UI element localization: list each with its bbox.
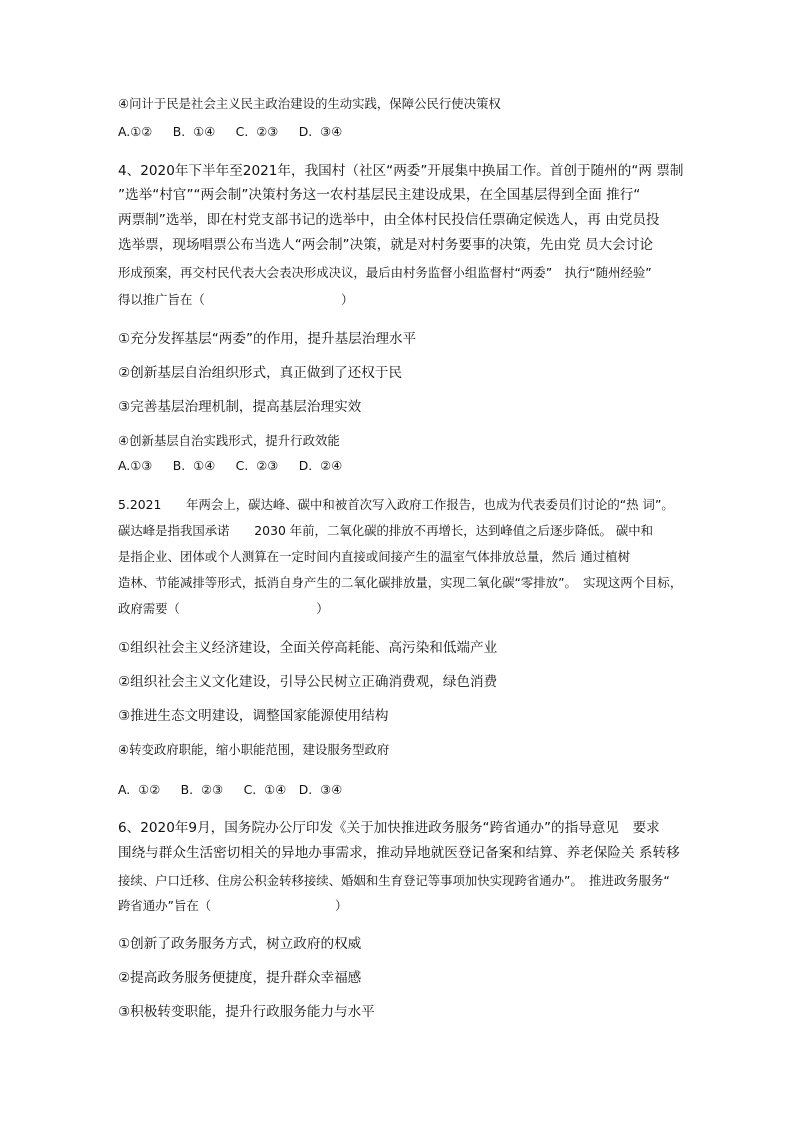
q5-option-2: ②组织社会主义文化建设，引导公民树立正确消费观，绿色消费 [118,674,498,690]
q6-stem-line-1: 6、2020年9月，国务院办公厅印发《关于加快推进政务服务“跨省通办”的指导意见 要求 [118,820,660,836]
q4-option-4: ④创新基层自治实践形式，提升行政效能 [118,433,340,448]
q6-stem-line-4: 跨省通办”旨在（ ） [118,898,348,913]
q4-stem-line-6: 得以推广旨在（ ） [118,292,354,307]
q4-stem-line-2: ”选举“村官”“两会制”决策村务这一农村基层民主建设成果，在全国基层得到全面 推行“ [118,187,641,203]
prev-question-choices: A.①② B. ①④ C. ②③ D. ③④ [118,124,343,139]
q5-stem-line-5: 政府需要（ ） [118,601,329,616]
q4-option-3: ③完善基层治理机制，提高基层治理实效 [118,399,362,415]
q6-option-1: ①创新了政务服务方式，树立政府的权威 [118,936,362,952]
q4-choices: A.①③ B. ①④ C. ②③ D. ②④ [118,458,343,473]
q5-option-1: ①组织社会主义经济建设，全面关停高耗能、高污染和低端产业 [118,640,498,656]
q5-choices: A. ①② B. ②③ C. ①④ D. ③④ [118,782,343,797]
q4-option-2: ②创新基层自治组织形式，真正做到了还权于民 [118,365,403,381]
q5-option-4: ④转变政府职能，缩小职能范围，建设服务型政府 [118,742,390,757]
q5-stem-line-1: 5.2021 年两会上，碳达峰、碳中和被首次写入政府工作报告，也成为代表委员们讨论的“热 词”。 [118,497,674,512]
q5-option-3: ③推进生态文明建设，调整国家能源使用结构 [118,708,389,724]
q6-stem-line-3: 接续、户口迁移、住房公积金转移接续、婚姻和生育登记等事项加快实现跨省通办”。 推进政务服务“ [118,873,670,888]
q5-stem-line-2: 碳达峰是指我国承诺 2030 年前，二氧化碳的排放不再增长，达到峰值之后逐步降低。 碳中和 [118,523,654,538]
prev-question-option-4: ④问计于民是社会主义民主政治建设的生动实践，保障公民行使决策权 [118,96,501,111]
q6-option-2: ②提高政务服务便捷度，提升群众幸福感 [118,970,362,986]
q4-stem-line-5: 形成预案，再交村民代表大会表决形成决议，最后由村务监督小组监督村“两委” 执行“随州经验” [118,265,652,280]
q6-option-3: ③积极转变职能，提升行政服务能力与水平 [118,1004,375,1020]
q4-stem-line-1: 4、2020年下半年至2021年，我国村（社区“两委”开展集中换届工作。首创于随州的“两 票制 [118,163,684,179]
q4-stem-line-4: 选举票，现场唱票公布当选人“两会制”决策，就是对村务要事的决策，先由党 员大会讨论 [118,237,653,253]
q6-stem-line-2: 围绕与群众生活密切相关的异地办事需求，推动异地就医登记备案和结算、养老保险关 系转移 [118,845,680,861]
q5-stem-line-4: 造林、节能减排等形式，抵消自身产生的二氧化碳排放量，实现二氧化碳“零排放”。 实现这两个目标， [118,575,683,590]
q4-stem-line-3: 两票制”选举，即在村党支部书记的选举中，由全体村民投信任票确定候选人，再 由党员投 [118,212,660,228]
q4-option-1: ①充分发挥基层“两委”的作用，提升基层治理水平 [118,331,417,347]
q5-stem-line-3: 是指企业、团体或个人测算在一定时间内直接或间接产生的温室气体排放总量，然后 通过植树 [118,549,630,564]
